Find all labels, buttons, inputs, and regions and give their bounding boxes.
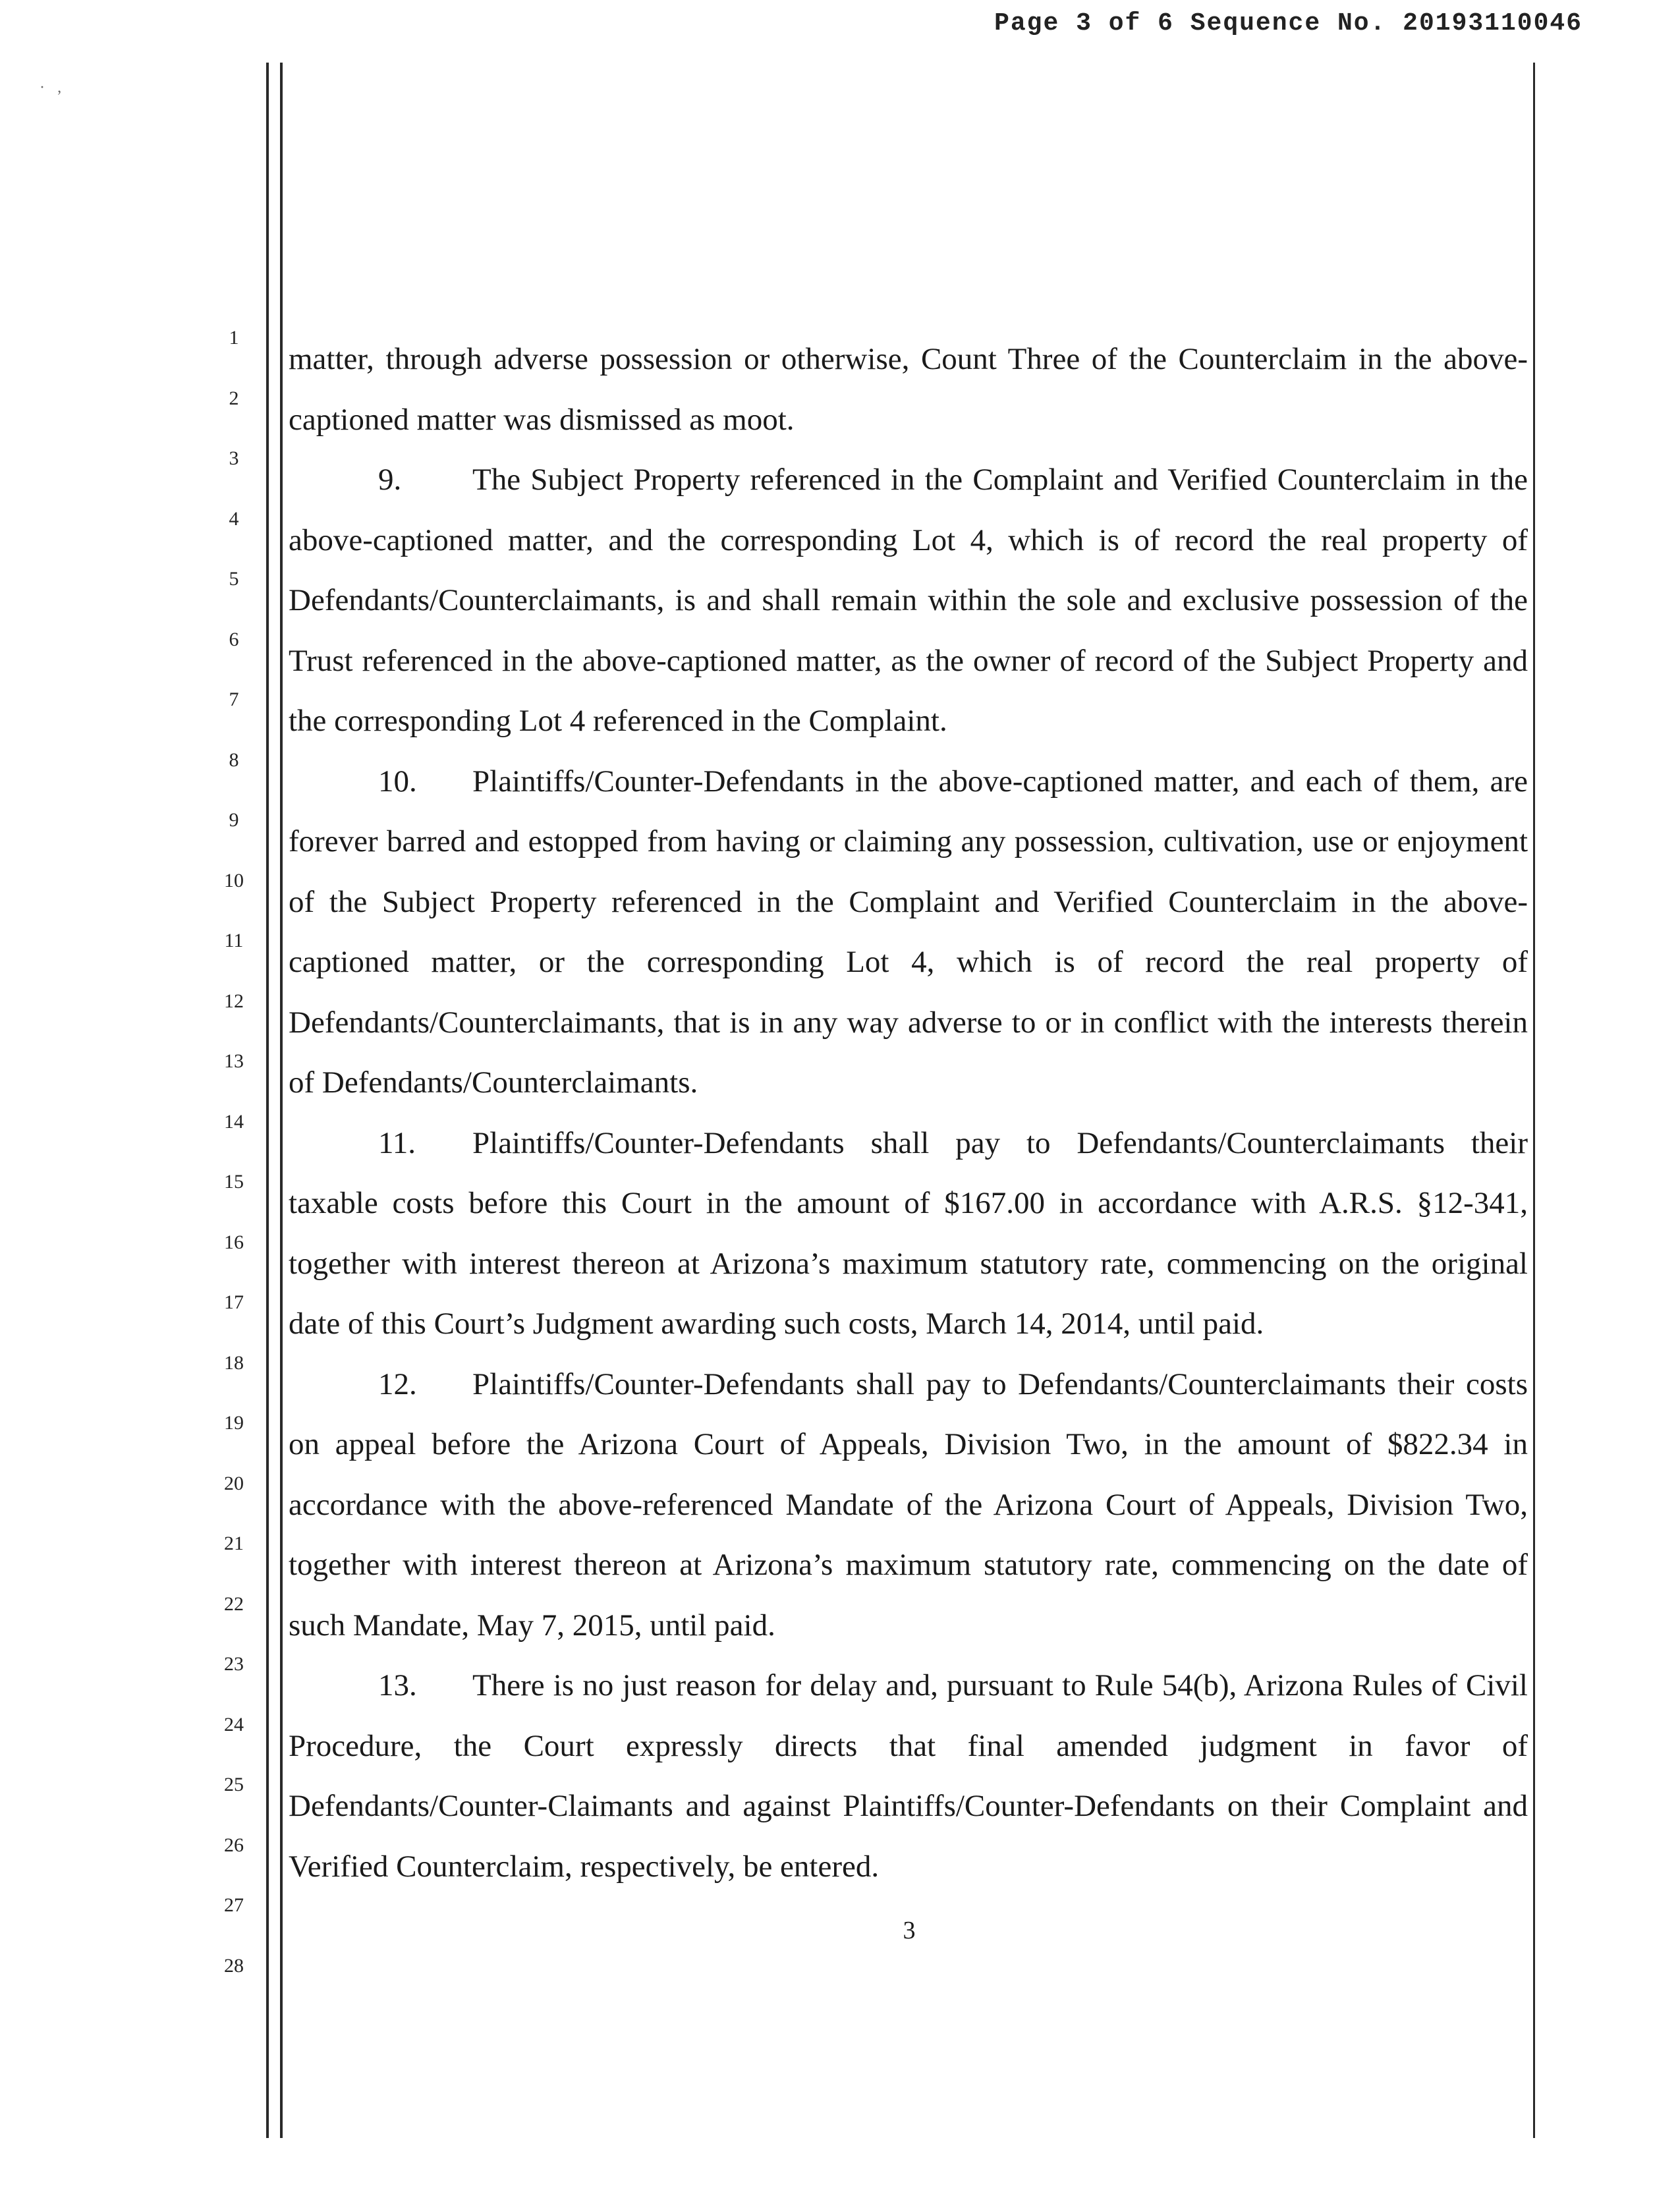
scan-speck-marks: · ‚ <box>40 79 62 96</box>
paragraph-9 <box>289 450 1528 752</box>
paragraph-continuation <box>289 329 1528 450</box>
line-number: 26 <box>224 1834 244 1856</box>
line-number: 3 <box>229 447 239 469</box>
line-number: 1 <box>229 327 239 349</box>
page-number: 3 <box>903 1917 916 1944</box>
line-number: 24 <box>224 1713 244 1735</box>
line-number: 20 <box>224 1472 244 1494</box>
line-number: 12 <box>224 990 244 1012</box>
line-number: 10 <box>224 869 244 891</box>
line-number: 13 <box>224 1050 244 1072</box>
line-number: 17 <box>224 1291 244 1313</box>
line-number: 15 <box>224 1171 244 1193</box>
paragraph-10 <box>289 752 1528 1113</box>
line-number: 9 <box>229 809 239 831</box>
line-number: 11 <box>224 930 244 951</box>
paragraph-text: Plaintiffs/Counter-Defendants shall pay to Defendants/Counterclaimants their costs on appeal before the Arizona Court of Appeals, Division Two, in the amount of $822.34 in accordance with the above-referenced Mandate of the Arizona Court of Appeals, Division Two, together with interest thereon at Arizona’s maximum statutory rate, commencing on the date of such Mandate, May 7, 2015, until paid. <box>289 1366 1528 1643</box>
paragraph-number: 9. <box>378 463 402 497</box>
paragraph-text: matter, through adverse possession or otherwise, Count Three of the Counterclaim in the above-captioned matter was dismissed as moot. <box>289 342 1528 437</box>
paragraph-13 <box>289 1656 1528 1897</box>
line-number: 23 <box>224 1653 244 1675</box>
right-margin-rule <box>1533 63 1535 2138</box>
line-number: 27 <box>224 1894 244 1916</box>
line-number: 5 <box>229 568 239 590</box>
line-number: 28 <box>224 1954 244 1977</box>
paragraph-11 <box>289 1113 1528 1355</box>
document-body <box>289 329 1528 1897</box>
sequence-header: Page 3 of 6 Sequence No. 20193110046 <box>994 9 1582 38</box>
left-margin-rule-inner <box>280 63 283 2138</box>
line-number: 22 <box>224 1592 244 1615</box>
line-number: 25 <box>224 1774 244 1795</box>
line-number: 21 <box>224 1533 244 1554</box>
line-number: 6 <box>229 628 239 650</box>
line-number: 19 <box>224 1412 244 1434</box>
line-number: 2 <box>229 387 239 409</box>
line-number: 8 <box>229 748 239 771</box>
line-number: 14 <box>224 1110 244 1133</box>
line-number: 4 <box>229 507 239 530</box>
paragraph-number: 10. <box>378 764 417 799</box>
paragraph-number: 12. <box>378 1366 417 1401</box>
line-number: 18 <box>224 1351 244 1374</box>
paragraph-text: Plaintiffs/Counter-Defendants in the above-captioned matter, and each of them, are forever barred and estopped from having or claiming any possession, cultivation, use or enjoyment of the Subject Property referenced in the Complaint and Verified Counterclaim in the above-captioned matter, or the corresponding Lot 4, which is of record the real property of Defendants/Counterclaimants, that is in any way adverse to or in conflict with the interests therein of Defendants/Counterclaimants. <box>289 764 1528 1100</box>
paragraph-12 <box>289 1355 1528 1656</box>
paragraph-text: Plaintiffs/Counter-Defendants shall pay to Defendants/Counterclaimants their taxable costs before this Court in the amount of $167.00 in accordance with A.R.S. §12-341, together with interest thereon at Arizona’s maximum statutory rate, commencing on the original date of this Court’s Judgment awarding such costs, March 14, 2014, until paid. <box>289 1125 1528 1341</box>
line-number: 7 <box>229 689 239 710</box>
line-number: 16 <box>224 1231 244 1253</box>
paragraph-number: 11. <box>378 1125 416 1160</box>
paragraph-number: 13. <box>378 1668 417 1703</box>
paragraph-text: The Subject Property referenced in the Complaint and Verified Counterclaim in the above-captioned matter, and the corresponding Lot 4, which is of record the real property of Defendants/Counterclaimants, is and shall remain within the sole and exclusive possession of the Trust referenced in the above-captioned matter, as the owner of record of the Subject Property and the corresponding Lot 4 referenced in the Complaint. <box>289 463 1528 738</box>
paragraph-text: There is no just reason for delay and, pursuant to Rule 54(b), Arizona Rules of Civil Procedure, the Court expressly directs that final amended judgment in favor of Defendants/Counter-Claimants and against Plaintiffs/Counter-Defendants on their Complaint and Verified Counterclaim, respectively, be entered. <box>289 1668 1528 1884</box>
left-margin-rule-outer <box>266 63 269 2138</box>
